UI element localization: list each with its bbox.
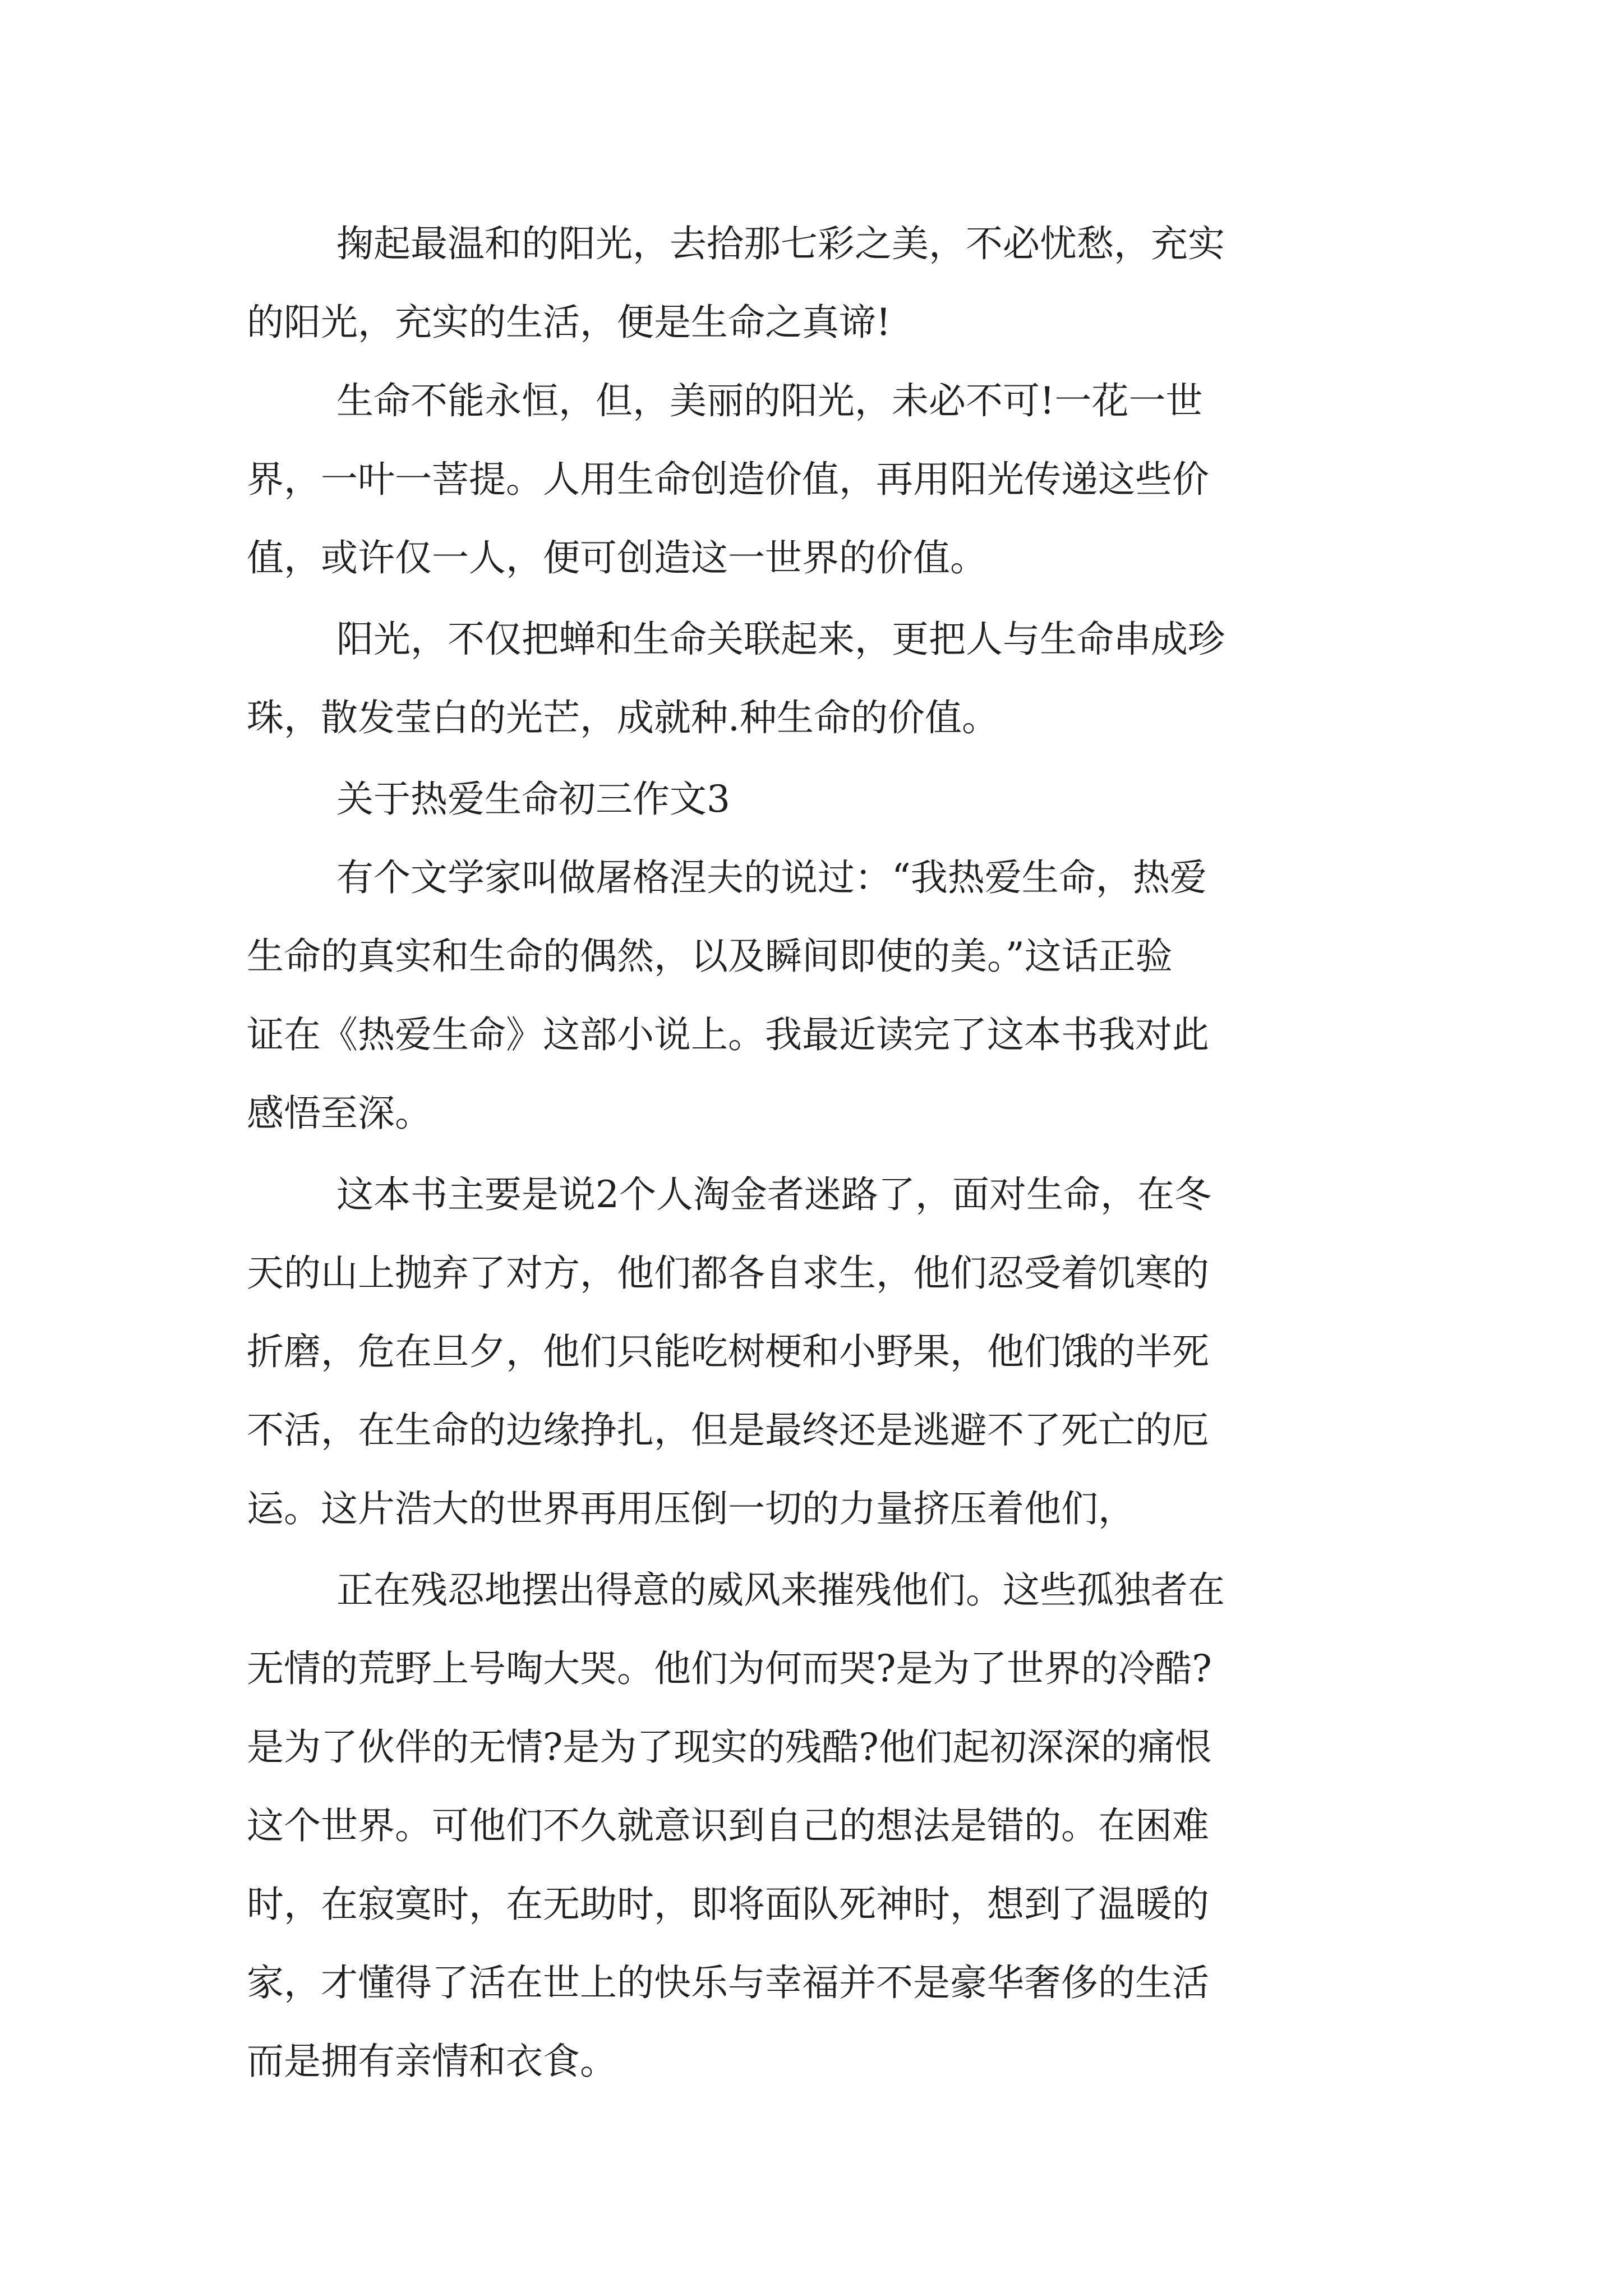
text-line-24: 而是拥有亲情和衣食。 xyxy=(247,2040,617,2083)
text-line-3: 生命不能永恒，但，美丽的阳光，未必不可!一花一世 xyxy=(336,379,1203,422)
text-line-21: 这个世界。可他们不久就意识到自己的想法是错的。在困难 xyxy=(247,1804,1209,1847)
text-line-9: 有个文学家叫做屠格涅夫的说过：“我热爱生命，热爱 xyxy=(336,856,1207,899)
text-line-18: 正在残忍地摆出得意的威风来摧残他们。这些孤独者在 xyxy=(336,1568,1225,1612)
text-line-14: 天的山上抛弃了对方，他们都各自求生，他们忍受着饥寒的 xyxy=(247,1251,1209,1295)
text-line-22: 时，在寂寞时，在无助时，即将面队死神时，想到了温暖的 xyxy=(247,1883,1209,1926)
text-line-4: 界，一叶一菩提。人用生命创造价值，再用阳光传递这些价 xyxy=(247,458,1209,501)
text-line-1: 掬起最温和的阳光，去拾那七彩之美，不必忧愁，充实 xyxy=(336,222,1225,265)
text-line-2: 的阳光，充实的生活，便是生命之真谛! xyxy=(247,301,891,344)
text-line-5: 值，或许仅一人，便可创造这一世界的价值。 xyxy=(247,536,987,579)
text-line-13: 这本书主要是说2个人淘金者迷路了，面对生命，在冬 xyxy=(336,1173,1211,1216)
text-line-19: 无情的荒野上号啕大哭。他们为何而哭?是为了世界的冷酷? xyxy=(247,1647,1212,1690)
text-line-16: 不活，在生命的边缘挣扎，但是最终还是逃避不了死亡的厄 xyxy=(247,1409,1209,1452)
text-line-15: 折磨，危在旦夕，他们只能吃树梗和小野果，他们饿的半死 xyxy=(247,1330,1209,1373)
section-heading: 关于热爱生命初三作文3 xyxy=(336,777,730,821)
text-line-20: 是为了伙伴的无情?是为了现实的残酷?他们起初深深的痛恨 xyxy=(247,1726,1212,1769)
text-line-23: 家，才懂得了活在世上的快乐与幸福并不是豪华奢侈的生活 xyxy=(247,1961,1209,2004)
text-line-11: 证在《热爱生命》这部小说上。我最近读完了这本书我对此 xyxy=(247,1013,1209,1056)
text-line-6: 阳光，不仅把蝉和生命关联起来，更把人与生命串成珍 xyxy=(336,618,1225,661)
text-line-17: 运。这片浩大的世界再用压倒一切的力量挤压着他们， xyxy=(247,1487,1135,1530)
text-line-7: 珠，散发莹白的光芒，成就种.种生命的价值。 xyxy=(247,696,999,739)
text-line-10: 生命的真实和生命的偶然，以及瞬间即使的美。”这话正验 xyxy=(247,935,1173,978)
text-line-12: 感悟至深。 xyxy=(247,1092,432,1135)
